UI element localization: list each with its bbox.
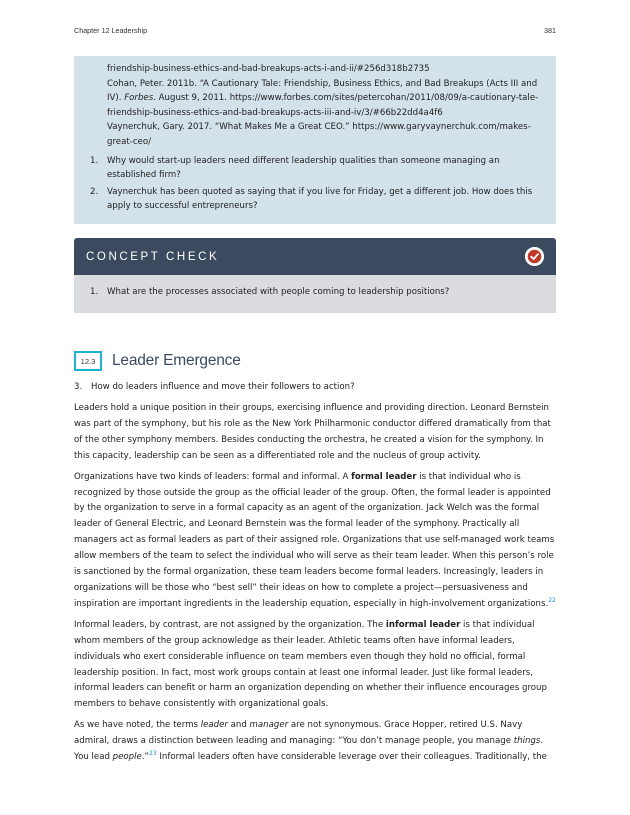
reference-cohan-2011b: Cohan, Peter. 2011b. “A Cautionary Tale: Friendship, Business Ethics, and Bad Breakups (Acts III and IV). Forbes. August 9, 2011. https://www.forbes.com/sites/petercohan/2011/08/09/a-cautionary-tale-friendship-business-ethics-and-bad-breakups-acts-iii-and-iv/3/#66b22dd4a4f6 <box>107 78 539 118</box>
checkmark-icon <box>525 247 544 266</box>
discussion-questions <box>90 154 542 214</box>
paragraph: As we have noted, the terms leader and manager are not synonymous. Grace Hopper, retired U.S. Navy admiral, draws a distinction between leading and managing: “You don’t manage people, you manage things. You lead people.”$^{23}$ Informal leaders often have considerable leverage over their colleagues. Traditionally, the <box>74 720 547 763</box>
question-item: 1. Why would start-up leaders need different leadership qualities than someone managing an established firm? <box>90 155 500 181</box>
section-heading <box>74 351 241 371</box>
key-term: formal leader <box>351 471 417 482</box>
references-box <box>74 56 556 224</box>
concept-check-header <box>74 238 556 275</box>
concept-check-body <box>74 275 556 313</box>
reference-url-line: friendship-business-ethics-and-bad-breakups-acts-i-and-ii/#256d318b2735 <box>107 64 430 74</box>
chapter-title: Chapter 12 Leadership <box>74 26 148 35</box>
page-number: 381 <box>544 26 556 35</box>
concept-check-questions <box>90 285 542 300</box>
learning-objective: 3. How do leaders influence and move their followers to action? <box>74 382 355 392</box>
body-text <box>74 401 558 771</box>
footnote-link[interactable]: 22 <box>548 597 556 605</box>
question-item: 2. Vaynerchuk has been quoted as saying that if you live for Friday, get a different job. How does this apply to successful entrepreneurs? <box>90 186 533 212</box>
reference-vaynerchuk-2017: Vaynerchuk, Gary. 2017. “What Makes Me a Great CEO.” https://www.garyvaynerchuk.com/makes-great-ceo/ <box>107 122 531 147</box>
section-title: Leader Emergence <box>112 352 241 369</box>
footnote-link[interactable]: 23 <box>149 750 157 758</box>
paragraph: Informal leaders, by contrast, are not assigned by the organization. The informal leader is that individual whom members of the group acknowledge as their leader. Athletic teams often have informal leaders, individuals who exert considerable influence on team members even though they hold no official, formal leadership position. In fact, most work groups contain at least one informal leader. Just like formal leaders, informal leaders can benefit or harm an organization depending on whether their influence encourages group members to behave consistently with organizational goals. <box>74 619 547 710</box>
paragraph: Organizations have two kinds of leaders: formal and informal. A formal leader is that individual who is recognized by those outside the group as the official leader of the group. Often, the formal leader is appointed by the organization to serve in a formal capacity as an agent of the organization. Jack Welch was the formal leader of General Electric, and Leonard Bernstein was the formal leader of the symphony. Practically all managers act as formal leaders as part of their assigned role. Organizations that use self-managed work teams allow members of the team to select the individual who will serve as their team leader. When this person’s role is sanctioned by the formal organization, these team leaders become formal leaders. Increasingly, leaders in organizations will be those who “best sell” their ideas on how to complete a project—persuasiveness and inspiration are important ingredients in the leadership equation, especially in high-involvement organizations.$^{22}$ <box>74 471 556 609</box>
running-header <box>74 26 556 35</box>
question-item: 1. What are the processes associated with people coming to leadership positions? <box>90 287 450 297</box>
key-term: informal leader <box>385 619 461 630</box>
paragraph: Leaders hold a unique position in their groups, exercising influence and providing direction. Leonard Bernstein was part of the symphony, but his role as the New York Philharmonic conductor differed dramatically from that of the other symphony members. Besides conducting the orchestra, he created a vision for the symphony. In this capacity, leadership can be seen as a differentiated role and the nucleus of group activity. <box>74 403 551 461</box>
section-number-badge: 12.3 <box>74 351 102 371</box>
concept-check-title: CONCEPT CHECK <box>86 250 220 263</box>
